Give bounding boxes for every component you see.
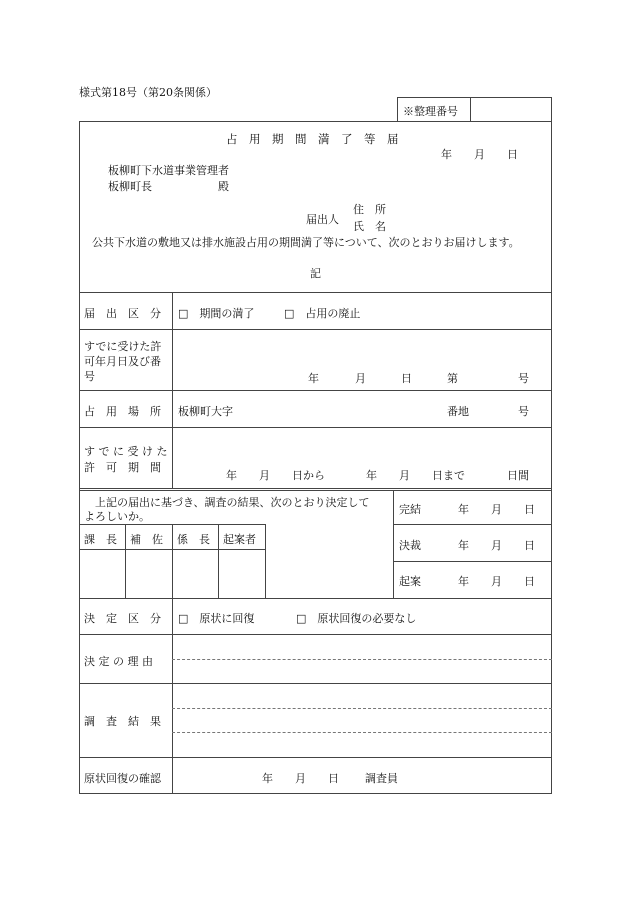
- permit-date-label-3: 号: [84, 370, 95, 383]
- permit-period-label-2: 許 可 期 間: [84, 461, 161, 474]
- statement: 公共下水道の敷地又は排水施設占用の期間満了等について、次のとおりお届けします。: [92, 236, 520, 249]
- form-number: 様式第18号（第20条関係）: [79, 86, 217, 99]
- address-label: 住 所: [353, 203, 386, 216]
- permit-date-label-1: すでに受けた許: [84, 340, 162, 353]
- restoration-investigator[interactable]: 調査員: [365, 772, 398, 785]
- permit-period-label-1: す で に 受 け た: [84, 445, 168, 458]
- location-town[interactable]: 板柳町大字: [178, 405, 233, 418]
- stamp-cell-kakaricho[interactable]: [174, 551, 217, 596]
- addressee-line2: 板柳町長 殿: [108, 180, 229, 193]
- status-kian-date[interactable]: 年 月 日: [458, 575, 535, 588]
- restoration-date[interactable]: 年 月 日: [262, 772, 339, 785]
- stamp-header-hosa: 補 佐: [130, 533, 163, 546]
- restoration-label: 原状回復の確認: [84, 772, 161, 785]
- permit-day[interactable]: 日: [401, 372, 412, 385]
- location-banchi[interactable]: 番地: [447, 405, 469, 418]
- decision-label: 決 定 区 分: [84, 612, 161, 625]
- stamp-cell-kacho[interactable]: [81, 551, 124, 596]
- option-restore[interactable]: □ 原状に回復: [178, 612, 255, 625]
- option-use-abolished[interactable]: □ 占用の廃止: [284, 307, 361, 320]
- approval-text-1: 上記の届出に基づき、調査の結果、次のとおり決定して: [95, 496, 370, 509]
- ref-number-label: ※整理番号: [403, 105, 458, 118]
- permit-month[interactable]: 月: [355, 372, 366, 385]
- header-date[interactable]: 年 月 日: [441, 148, 518, 161]
- location-label: 占 用 場 所: [84, 405, 161, 418]
- permit-year[interactable]: 年: [308, 372, 319, 385]
- approval-text-2: よろしいか。: [84, 510, 150, 523]
- ki-label: 記: [310, 267, 321, 280]
- permit-date-label-2: 可年月日及び番: [84, 355, 161, 368]
- stamp-header-kianša: 起案者: [223, 533, 256, 546]
- status-kessai-label: 決裁: [399, 539, 421, 552]
- stamp-header-kakaricho: 係 長: [177, 533, 210, 546]
- form-title: 占 用 期 間 満 了 等 届: [226, 132, 399, 146]
- status-kanketsu-label: 完結: [399, 503, 421, 516]
- investigation-line-1[interactable]: [172, 708, 552, 709]
- addressee-line1: 板柳町下水道事業管理者: [108, 164, 229, 177]
- permit-go: 号: [518, 372, 529, 385]
- applicant-label: 届出人: [306, 213, 339, 226]
- investigation-line-2[interactable]: [172, 732, 552, 733]
- option-no-restore[interactable]: □ 原状回復の必要なし: [296, 612, 417, 625]
- status-kian-label: 起案: [399, 575, 421, 588]
- option-period-expired[interactable]: □ 期間の満了: [178, 307, 255, 320]
- stamp-cell-hosa[interactable]: [127, 551, 171, 596]
- permit-dai[interactable]: 第: [447, 372, 458, 385]
- ref-number-field[interactable]: [474, 99, 548, 119]
- name-label: 氏 名: [353, 220, 386, 233]
- period-to[interactable]: 年 月 日まで: [366, 469, 465, 482]
- period-from[interactable]: 年 月 日から: [226, 469, 325, 482]
- notification-type-label: 届 出 区 分: [84, 307, 161, 320]
- period-days[interactable]: 日間: [507, 469, 529, 482]
- status-kessai-date[interactable]: 年 月 日: [458, 539, 535, 552]
- reason-line[interactable]: [172, 659, 552, 660]
- investigation-label: 調 査 結 果: [84, 715, 161, 728]
- stamp-cell-kiansha[interactable]: [220, 551, 264, 596]
- status-kanketsu-date[interactable]: 年 月 日: [458, 503, 535, 516]
- reason-label: 決 定 の 理 由: [84, 655, 153, 668]
- location-go: 号: [518, 405, 529, 418]
- stamp-header-kacho: 課 長: [84, 533, 117, 546]
